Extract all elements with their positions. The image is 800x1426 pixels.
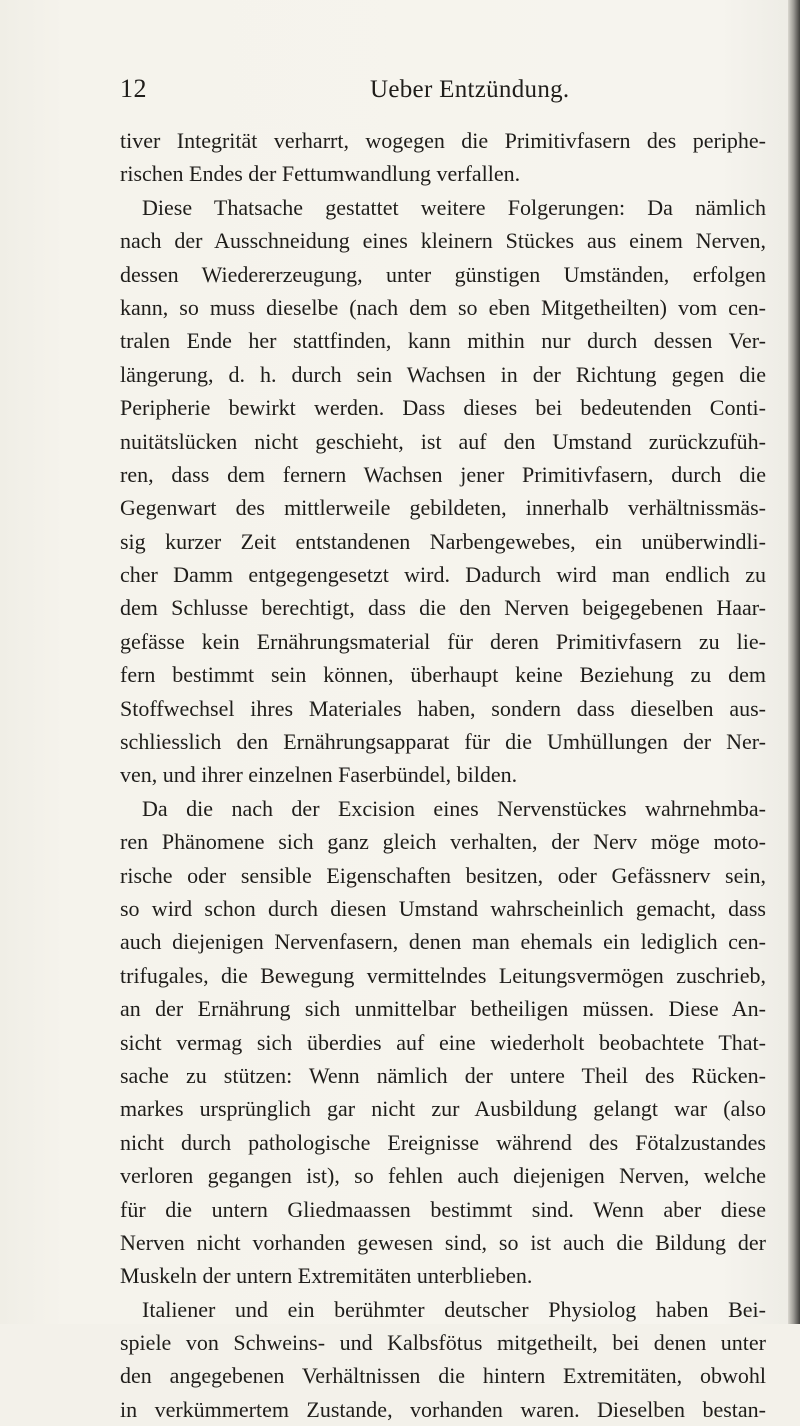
text-line: so wird schon durch diesen Umstand wahrscheinlich gemacht, dass <box>120 895 766 921</box>
text-line: Da die nach der Excision eines Nervenstückes wahrnehmba- <box>142 795 766 821</box>
text-line: Stoffwechsel ihres Materiales haben, sondern dass dieselben aus- <box>120 695 766 721</box>
page-edge-shadow <box>788 0 800 1324</box>
text-line: ren Phänomene sich ganz gleich verhalten, der Nerv möge moto- <box>120 829 766 855</box>
text-line: rischen Endes der Fettumwandlung verfallen. <box>120 161 521 187</box>
text-line: ven, und ihrer einzelnen Faserbündel, bilden. <box>120 762 518 788</box>
text-line: Nerven nicht vorhanden gewesen sind, so ist auch die Bildung der <box>120 1229 766 1255</box>
text-line: Peripherie bewirkt werden. Dass dieses bei bedeutenden Conti- <box>120 395 766 421</box>
text-line: markes ursprünglich gar nicht zur Ausbildung gelangt war (also <box>120 1096 766 1122</box>
text-line: auch diejenigen Nervenfasern, denen man ehemals ein lediglich cen- <box>120 929 766 955</box>
running-title: Ueber Entzündung. <box>370 76 570 103</box>
text-line: Muskeln der untern Extremitäten unterblieben. <box>120 1263 533 1289</box>
text-line: schliesslich den Ernährungsapparat für die Umhüllungen der Ner- <box>120 729 766 755</box>
body-text <box>120 124 766 1426</box>
text-line: nach der Ausschneidung eines kleinern Stückes aus einem Nerven, <box>120 228 766 254</box>
text-line: sicht vermag sich überdies auf eine wiederholt beobachtete That- <box>120 1029 766 1055</box>
text-line: rische oder sensible Eigenschaften besitzen, oder Gefässnerv sein, <box>120 862 766 888</box>
text-line: cher Damm entgegengesetzt wird. Dadurch wird man endlich zu <box>120 562 766 588</box>
text-line: für die untern Gliedmaassen bestimmt sind. Wenn aber diese <box>120 1196 766 1222</box>
text-line: gefässe kein Ernährungsmaterial für deren Primitivfasern zu lie- <box>120 628 766 654</box>
text-line: dem Schlusse berechtigt, dass die den Nerven beigegebenen Haar- <box>120 595 766 621</box>
text-line: nicht durch pathologische Ereignisse während des Fötalzustandes <box>120 1129 766 1155</box>
text-line: tiver Integrität verharrt, wogegen die Primitivfasern des periphe- <box>120 128 766 153</box>
text-line: an der Ernährung sich unmittelbar betheiligen müssen. Diese An- <box>120 996 766 1022</box>
text-line: trifugales, die Bewegung vermittelndes Leitungsvermögen zuschrieb, <box>120 962 766 988</box>
text-line: Italiener und ein berühmter deutscher Physiolog haben Bei- <box>142 1296 766 1322</box>
text-line: kann, so muss dieselbe (nach dem so eben Mitgetheilten) vom cen- <box>120 294 766 320</box>
text-line: fern bestimmt sein können, überhaupt keine Beziehung zu dem <box>120 662 766 688</box>
text-line: in verkümmertem Zustande, vorhanden waren. Dieselben bestan- <box>120 1396 766 1422</box>
text-line: tralen Ende her stattfinden, kann mithin nur durch dessen Ver- <box>120 328 766 354</box>
text-line: spiele von Schweins- und Kalbsfötus mitgetheilt, bei denen unter <box>120 1330 766 1356</box>
page-header <box>120 74 740 114</box>
text-line: ren, dass dem fernern Wachsen jener Primitivfasern, durch die <box>120 461 766 487</box>
text-line: sache zu stützen: Wenn nämlich der untere Theil des Rücken- <box>120 1062 766 1088</box>
text-line: längerung, d. h. durch sein Wachsen in der Richtung gegen die <box>120 361 766 387</box>
text-line: Gegenwart des mittlerweile gebildeten, innerhalb verhältnissmäs- <box>120 495 766 521</box>
text-line: nuitätslücken nicht geschieht, ist auf den Umstand zurückzufüh- <box>120 428 766 454</box>
page-number: 12 <box>120 74 147 103</box>
text-line: verloren gegangen ist), so fehlen auch diejenigen Nerven, welche <box>120 1163 766 1189</box>
text-line: dessen Wiedererzeugung, unter günstigen Umständen, erfolgen <box>120 261 766 287</box>
text-line: den angegebenen Verhältnissen die hintern Extremitäten, obwohl <box>120 1363 766 1389</box>
text-line: sig kurzer Zeit entstandenen Narbengewebes, ein unüberwindli- <box>120 528 766 554</box>
text-line: Diese Thatsache gestattet weitere Folgerungen: Da nämlich <box>142 194 766 220</box>
